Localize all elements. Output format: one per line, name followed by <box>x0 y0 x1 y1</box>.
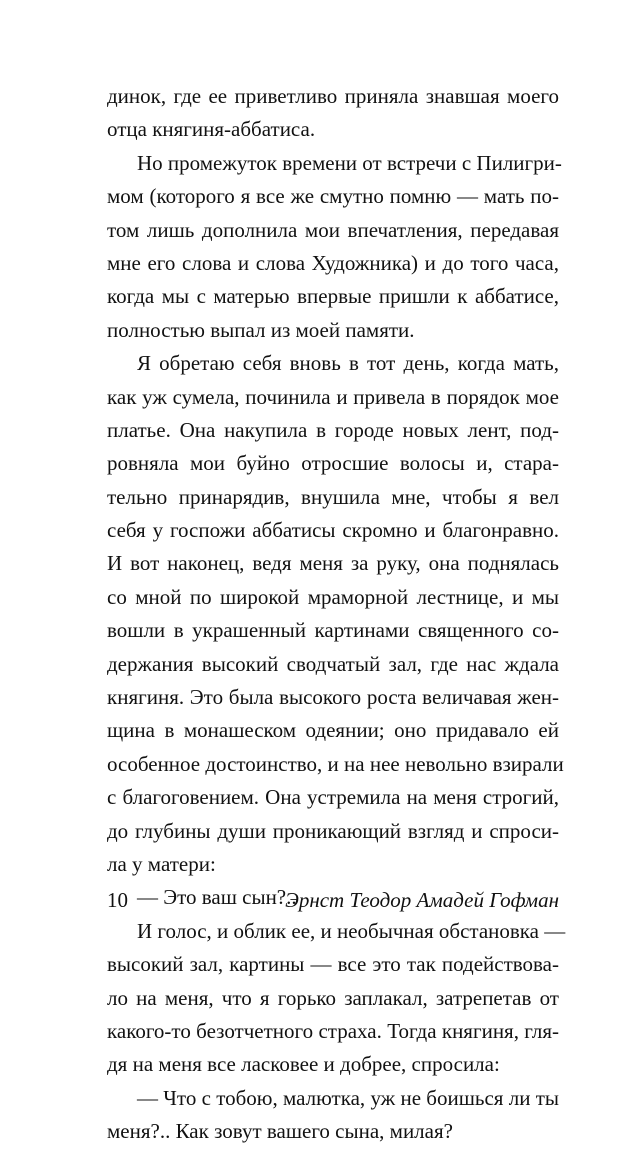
dialogue-line: — Это ваш сын?.. <box>137 885 297 910</box>
text-line: княгиня. Это была высокого роста величавая жен- <box>107 685 559 710</box>
text-line: дя на меня все ласковее и добрее, спросила: <box>107 1052 500 1077</box>
text-line: ровняла мои буйно отросшие волосы и, старa- <box>107 451 559 476</box>
text-line: мом (которого я все же смутно помню — мать по- <box>107 184 559 209</box>
text-line: до глубины души проникающий взгляд и спроси- <box>107 818 559 843</box>
text-line: И вот наконец, ведя меня за руку, она поднялась <box>107 551 559 576</box>
text-line: щина в монашеском одеянии; оно придавало ей <box>107 718 559 743</box>
text-line: динок, где ее приветливо приняла знавшая моего <box>107 84 559 108</box>
running-title: Эрнст Теодор Амадей Гофман <box>285 888 559 912</box>
text-line: отца княгиня-аббатиса. <box>107 117 316 142</box>
text-line: со мной по широкой мраморной лестнице, и мы <box>107 584 559 609</box>
text-line: тельно принарядив, внушила мне, чтобы я вел <box>107 484 559 509</box>
dialogue-line: — Что с тобою, малютка, уж не боишься ли ты <box>137 1085 559 1110</box>
text-line: особенное достоинство, и на нее невольно взирали <box>107 751 564 776</box>
text-line: меня?.. Как зовут вашего сына, милая? <box>107 1119 453 1144</box>
text-line: полностью выпал из моей памяти. <box>107 317 415 342</box>
text-line: высокий зал, картины — все это так подействова- <box>107 952 559 977</box>
page-footer <box>107 885 559 915</box>
text-line: ло на меня, что я горько заплакал, затрепетав от <box>107 985 559 1010</box>
body-text <box>107 80 566 1149</box>
text-line: какого-то безотчетного страха. Тогда княгиня, гля- <box>107 1018 559 1043</box>
text-line: с благоговением. Она устремила на меня строгий, <box>107 785 559 810</box>
text-line: платье. Она накупила в городе новых лент, под- <box>107 417 559 442</box>
text-line: мне его слова и слова Художника) и до того часа, <box>107 250 559 275</box>
paragraph-start-line: Я обретаю себя вновь в тот день, когда мать, <box>137 351 559 376</box>
text-line: держания высокий сводчатый зал, где нас ждала <box>107 651 559 676</box>
page-number: 10 <box>107 888 128 912</box>
text-line: том лишь дополнила мои впечатления, передавая <box>107 217 559 242</box>
text-line: когда мы с матерью впервые пришли к аббатисе, <box>107 284 559 309</box>
text-line: себя у госпожи аббатисы скромно и благонравно. <box>107 518 559 543</box>
paragraph-start-line: И голос, и облик ее, и необычная обстановка — <box>137 918 566 943</box>
text-line: вошли в украшенный картинами священного со- <box>107 618 559 643</box>
paragraph-start-line: Но промежуток времени от встречи с Пилигри- <box>137 150 562 175</box>
text-line: ла у матери: <box>107 851 216 876</box>
text-line: как уж сумела, починила и привела в порядок мое <box>107 384 559 409</box>
